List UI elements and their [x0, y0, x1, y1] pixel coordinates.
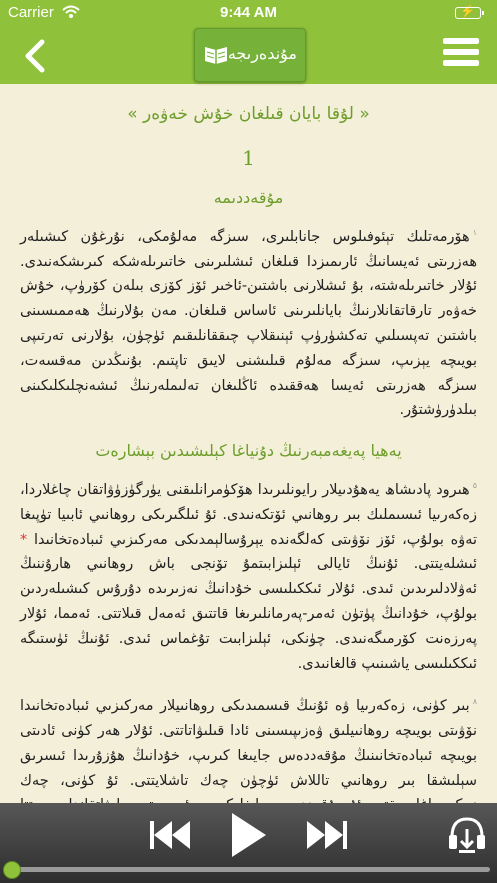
- verse-number: ٥: [472, 481, 477, 491]
- verse-number: ١: [472, 228, 477, 237]
- previous-button[interactable]: [148, 815, 192, 855]
- charging-icon: ⚡: [460, 4, 475, 18]
- rewind-icon: [148, 815, 192, 855]
- verse-text: بىر كۈنى، زەكەرىيا ۋە ئۇنىڭ قىسمىدىكى روھانىيلار مەركىزىي ئىبادەتخانىدا نۆۋىتى بويىچە روھانىيلىق ۋەزىپىسىنى ئادا قىلىۋاتاتتى. ئۇلار ھەر كۈنى ئادىتى بويىچە ئىبادەتخانىنىڭ مۇقەددەس جايىغا كىرىپ، خۇدانىڭ ھۇزۇرىدا ئىسرىق سېلىشقا بىر روھانىي تاللاش ئۈچۈن چەك تاشلايتتى. ئۇ كۈنى، چەك: [20, 698, 477, 789]
- download-button[interactable]: [446, 813, 488, 857]
- next-button[interactable]: [305, 815, 349, 855]
- menu-bar: [443, 38, 479, 44]
- progress-track[interactable]: [8, 867, 490, 872]
- verse-text: ئىشلەيتتى. ئۇنىڭ ئايالى ئېلىزابىتمۇ تۆنجى باش روھانىي ھارۇننىڭ ئەۋلادلىرىدىن ئىدى. ئۇلار ئىككىلىسى خۇدانىڭ نەزىرىدە دۇرۇس كىشىلەردىن بولۇپ، خۇدانىڭ پۈتۈن ئەمر-پەرمانلىرىغا قاتتىق ئەمەل قىلاتتى. ئەمما، ئۇلار پەرزەنت كۆرمىگەنىدى. چۈنكى، ئېلىزابىت تۇغماس ئىدى. ئۇنىڭ ئۈستىگە ئىككىلىسى ياشىنىپ قالغانىدى.: [20, 556, 477, 672]
- download-icon: [446, 813, 488, 857]
- carrier-label: Carrier: [8, 4, 54, 21]
- audio-player: [0, 803, 497, 883]
- navigation-bar: [0, 26, 497, 84]
- chevron-left-icon: [16, 36, 56, 76]
- fast-forward-icon: [305, 815, 349, 855]
- back-button[interactable]: [16, 36, 56, 76]
- book-icon: [203, 43, 229, 69]
- verse-paragraph: [0, 474, 497, 676]
- progress-slider-thumb[interactable]: [3, 861, 21, 879]
- toc-label: مۇندەرىجە: [227, 44, 297, 63]
- verse-text: ھىرود پادىشاھ يەھۇدىيلار رايونلىرىدا ھۆكۈمرانلىقنى يۈرگۈزۈۋاتقان چاغلاردا، زەكەرىيا ئىسىملىك بىر روھانىي ئۆتكەنىدى. ئۇ ئىلگىرىكى روھانىي ئابىيا تۈپىغا تەۋە بولۇپ، ئۆز نۆۋىتى كەلگەندە يېرۇسالېمدىكى مەركىزىي ئىبادەتخانىدا: [20, 482, 478, 548]
- verse-number: ٨: [472, 697, 477, 707]
- play-button[interactable]: [228, 811, 268, 859]
- section-heading-intro: مۇقەددىمە: [213, 188, 284, 207]
- status-bar: [0, 0, 497, 26]
- verse-paragraph: [0, 221, 497, 423]
- section-heading-prophecy: يەھيا پەيغەمبەرنىڭ دۇنياغا كېلىشىدىن بېشارەت: [95, 441, 402, 461]
- book-title: « لۇقا بايان قىلغان خۇش خەۋەر »: [127, 104, 370, 124]
- battery-icon: [455, 7, 481, 19]
- chapter-content[interactable]: [0, 84, 497, 804]
- menu-bar: [443, 49, 479, 55]
- table-of-contents-button[interactable]: [194, 28, 306, 82]
- menu-button[interactable]: [443, 38, 479, 70]
- play-icon: [228, 811, 268, 859]
- menu-bar: [443, 60, 479, 66]
- chapter-number: 1: [242, 146, 255, 170]
- verse-text: ھۆرمەتلىك تېئوفىلوس جانابلىرى، سىزگە مەلۇمكى، نۇرغۇن كىشىلەر ھەزرىتى ئەيسانىڭ ئارىمىزدا قىلغان ئىشلىرىنى خاتىرىلەشكە كىرىشكەنىدى. ئۇلار خاتىرىلەشتە، بۇ ئىشلارنى باشتىن-ئاخىر ئۆز كۆزى بىلەن كۆرۈپ، خۇش خەۋەر تارقاتقانلارنىڭ بايانلىرىنى ئاساس قىلغان. مەن بۇلارنىڭ ھەممىسىنى باشتىن تەپسىلىي تەكشۈرۈپ ئېنىقلاپ چىققانلىقىم ئۈچۈن، بۇلارنى تەرتىپى بويىچە يېزىپ، سىزگە مەلۇم قىلىشنى لايىق تاپتىم. بۇنىڭدىن مەقسەت، سىزگە ھەزرىتى ئەيسا ھەققىدە ئاڭلىغان تەلىملەرنىڭ ئىشەنچلىكلىكىنى بىلدۈرۈشتۇر.: [20, 228, 477, 419]
- footnote-marker[interactable]: *: [20, 531, 28, 548]
- clock: 9:44 AM: [220, 4, 277, 21]
